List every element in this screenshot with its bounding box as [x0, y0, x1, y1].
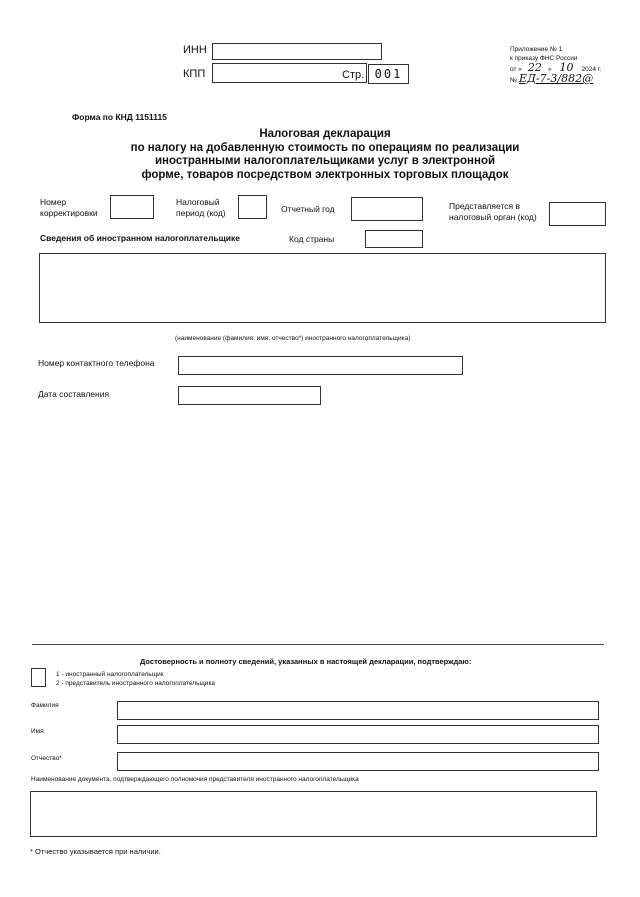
signer-type-field[interactable] — [31, 668, 46, 687]
taxpayer-name-caption: (наименование (фамилия, имя, отчество*) иностранного налогоплательщика) — [175, 335, 411, 342]
tax-period-label-line-2: период (код) — [176, 208, 226, 218]
correction-label — [40, 197, 98, 219]
attachment-date-prefix: от « — [510, 66, 522, 73]
attachment-day: 22 — [527, 61, 542, 74]
form-code: Форма по КНД 1151115 — [72, 112, 167, 122]
authority-document-label: Наименование документа, подтверждающего полномочия представителя иностранного налогоплательщика — [31, 776, 359, 783]
attachment-year: 2024 г. — [581, 66, 602, 73]
confirmation-heading: Достоверность и полноту сведений, указанных в настоящей декларации, подтверждаю: — [140, 657, 472, 666]
reporting-year-label: Отчетный год — [281, 204, 335, 214]
correction-number-field[interactable] — [110, 195, 154, 219]
tax-authority-label-line-1: Представляется в — [449, 201, 520, 211]
attachment-line-1: Приложение № 1 — [510, 46, 563, 53]
attachment-number-prefix: № — [510, 77, 517, 84]
attachment-month: 10 — [559, 61, 574, 74]
tax-authority-field[interactable] — [549, 202, 606, 226]
phone-field[interactable] — [178, 356, 463, 375]
reporting-year-field[interactable] — [351, 197, 423, 221]
authority-document-field[interactable] — [30, 791, 597, 837]
attachment-block — [510, 45, 601, 85]
attachment-line-4 — [510, 74, 601, 85]
tax-authority-label-line-2: налоговый орган (код) — [449, 212, 537, 222]
page-label: Стр. — [342, 69, 365, 81]
title-line-4: форме, товаров посредством электронных торговых площадок — [141, 168, 509, 181]
first-name-field[interactable] — [117, 725, 599, 744]
country-code-label: Код страны — [289, 234, 335, 244]
title-line-3: иностранными налогоплательщиками услуг в электронной — [154, 155, 496, 167]
correction-label-line-1: Номер — [40, 197, 67, 207]
tax-authority-label — [449, 201, 537, 223]
inn-label: ИНН — [183, 44, 207, 56]
footnote: * Отчество указывается при наличии. — [30, 847, 161, 856]
tax-period-label — [176, 197, 226, 219]
attachment-line-2: к приказу ФНС России — [510, 55, 578, 62]
page-number-value: 001 — [374, 67, 403, 81]
taxpayer-name-field[interactable] — [39, 253, 606, 323]
signer-type-option-2: 2 - представитель иностранного налогоплательщика — [56, 680, 216, 687]
kpp-label: КПП — [183, 68, 206, 80]
phone-label: Номер контактного телефона — [38, 358, 155, 368]
country-code-field[interactable] — [365, 230, 423, 248]
attachment-date-mid: » — [547, 66, 552, 73]
inn-field[interactable] — [212, 43, 382, 60]
attachment-number: ЕД-7-3/882@ — [518, 72, 594, 85]
date-label: Дата составления — [38, 389, 110, 399]
title-line-1: Налоговая декларация — [259, 128, 391, 140]
correction-label-line-2: корректировки — [40, 208, 98, 218]
page-title — [120, 128, 530, 182]
page-number-field[interactable] — [368, 64, 409, 84]
first-name-label: Имя — [31, 728, 44, 735]
tax-period-field[interactable] — [238, 195, 267, 219]
tax-period-label-line-1: Налоговый — [176, 197, 220, 207]
patronymic-field[interactable] — [117, 752, 599, 771]
foreign-taxpayer-heading: Сведения об иностранном налогоплательщике — [40, 233, 240, 243]
signer-type-option-1: 1 - иностранный налогоплательщик — [56, 671, 164, 678]
surname-label: Фамилия — [31, 702, 59, 709]
date-field[interactable] — [178, 386, 321, 405]
surname-field[interactable] — [117, 701, 599, 720]
title-line-2: по налогу на добавленную стоимость по операциям по реализации — [130, 141, 520, 154]
patronymic-label: Отчество* — [31, 755, 62, 762]
section-divider — [32, 644, 604, 645]
